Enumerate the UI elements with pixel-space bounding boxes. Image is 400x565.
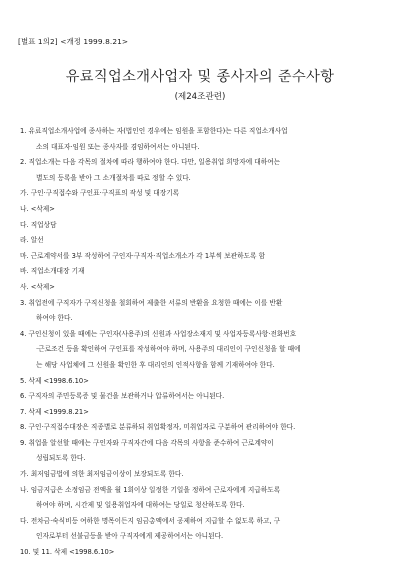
list-item: 8. 구인·구직접수대장은 직종별로 분류하되 취업확정자, 미취업자로 구분하여 관리하여야 한다. <box>20 423 296 432</box>
list-item: 7. 삭제 <1999.8.21> <box>20 407 89 416</box>
list-item: 9. 취업을 알선할 때에는 구인자와 구직자간에 다음 각목의 사항을 준수하여 근로계약이 <box>20 438 274 447</box>
list-item: 라. 알선 <box>20 236 44 245</box>
list-item: 성립되도록 한다. <box>36 454 86 463</box>
list-item: 10. 및 11. 삭제 <1998.6.10> <box>20 548 115 557</box>
document-subtitle: (제24조관련) <box>174 92 226 102</box>
list-item: 3. 취업전에 구직자가 구직신청을 철회하여 제출한 서류의 반환을 요청한 때에는 이를 반환 <box>20 298 283 307</box>
header-note: [별표 1의2] <개정 1999.8.21> <box>18 37 129 46</box>
list-item: ·근로조건 등을 확인하여 구인표를 작성하여야 하며, 사용주의 대리인이 구인신청을 할 때에 <box>36 345 301 354</box>
list-item: 가. 최저임금법에 의한 최저임금이상이 보장되도록 한다. <box>20 470 184 479</box>
list-item: 2. 직업소개는 다음 각목의 절차에 따라 행하여야 한다. 다만, 일용취업 희망자에 대하여는 <box>20 158 281 167</box>
list-item: 4. 구인신청이 있을 때에는 구인자(사용주)의 신원과 사업장소재지 및 사업자등록사항·전화번호 <box>20 329 297 338</box>
list-item: 나. 임금지급은 소정임금 전액을 월 1회이상 일정한 기일을 정하여 근로자에게 지급하도록 <box>20 485 281 494</box>
document-body <box>20 124 388 561</box>
list-item: 마. 근로계약서를 3부 작성하여 구인자·구직자·직업소개소가 각 1부씩 보관하도록 함 <box>20 251 266 260</box>
document-title: 유료직업소개사업자 및 종사자의 준수사항 <box>65 69 335 85</box>
list-item: 6. 구직자의 주민등록증 및 물건을 보관하거나 압류하여서는 아니된다. <box>20 392 225 401</box>
list-item: 소의 대표자·임원 또는 종사자를 겸임하여서는 아니된다. <box>36 142 200 151</box>
list-item: 별도의 등록을 받아 그 소개절차를 따로 정할 수 있다. <box>36 173 191 182</box>
list-item: 가. 구인·구직접수와 구인표·구직표의 작성 및 대장기록 <box>20 189 180 198</box>
list-item: 바. 직업소개대장 기재 <box>20 267 85 276</box>
list-item: 1. 유료직업소개사업에 종사하는 자(법인인 경우에는 임원을 포함한다)는 다른 직업소개사업 <box>20 127 288 135</box>
list-item: 다. 직업상담 <box>20 220 57 229</box>
list-item: 5. 삭제 <1998.6.10> <box>20 376 89 385</box>
list-item: 사. <삭제> <box>20 282 55 291</box>
list-item: 하여야 하며, 시간제 및 일용취업자에 대하여는 당일로 청산하도록 한다. <box>36 501 245 510</box>
list-item: 나. <삭제> <box>20 204 55 213</box>
list-item: 는 해당 사업체에 그 신원을 확인한 후 대리인의 인적사항을 함께 기재하여야 한다. <box>36 360 275 369</box>
list-item: 인자로부터 선불금등을 받아 구직자에게 제공하여서는 아니된다. <box>36 532 224 541</box>
list-item: 다. 전차금·숙식비등 여하한 명목이든지 임금총액에서 공제하여 지급할 수 없도록 하고, 구 <box>20 516 281 525</box>
list-item: 하여야 한다. <box>36 314 73 323</box>
